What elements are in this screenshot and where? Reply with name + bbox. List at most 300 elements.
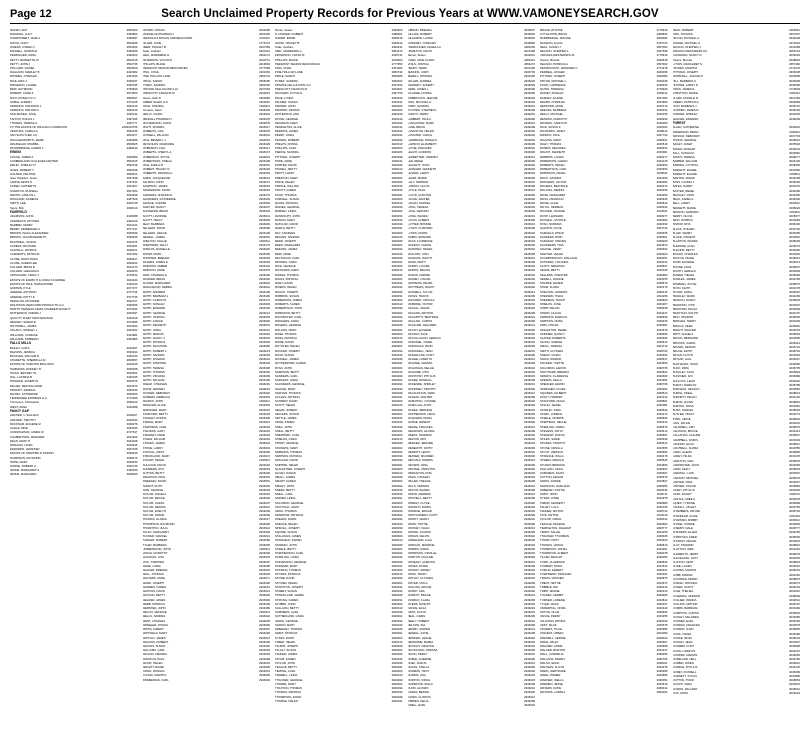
property-id: 2946302 [259,677,270,682]
claimant-name: ROBERTSON, SHELIA [142,158,172,163]
claimant-name: ANDERSON, BRIAN [672,129,699,134]
claimant-name: BARBER, KERRY [10,222,33,227]
claimant-name: POLLARD, DANIEL [10,65,35,70]
claimant-name: WARE, HOMER [540,673,561,678]
property-id: 2946294 [391,179,403,184]
claimant-name: BRANTLEY, RALPH [672,311,698,316]
property-id: 2034119 [789,513,800,518]
property-id: 2946313 [391,369,403,374]
claimant-name: SPENCER, EDWIN [540,382,565,387]
claimant-name: WIGGLESWORTH, JAMIE [10,137,44,142]
claimant-name: COUCH, VERA [672,682,693,687]
property-id: 2657482 [789,61,800,66]
claimant-name: STEWART, MARY [275,563,298,568]
claimant-name: LAWSON, ELIZABETH [407,141,437,146]
listing-column [408,28,536,734]
claimant-name: VEST, SILAS [540,622,557,627]
claimant-name: BOOTH, GERALD [672,268,696,273]
property-id: 2041307 [126,184,138,189]
property-id: 2946300 [524,217,535,222]
claimant-name: STALLINGS, JAMES [275,534,302,539]
listing-row [10,472,138,476]
property-id: 2030449 [656,605,668,610]
claimant-name: RATCLIFF, DAVID [275,222,298,227]
claimant-name: SWANSON, GARLAND [540,483,570,488]
property-id: 2592346 [126,129,138,134]
claimant-name: MACK, FLORENCE [407,238,433,243]
property-id: 2946211 [259,399,270,404]
claimant-name: SMITH, RAYMOND [142,344,167,349]
claimant-name: ROGERS, GEORGE [275,323,302,328]
property-id: 2527284 [789,95,800,100]
property-id: 2038932 [656,610,668,615]
property-id: 2030049 [656,268,668,273]
claimant-name: SOUTHARD, BRENDA [540,369,570,374]
property-id: 2946333 [391,319,403,324]
property-id: 2038777 [656,525,668,530]
property-id: 2946215 [259,386,270,391]
claimant-name: SETTLE, JAMES [275,416,297,421]
claimant-name: TAYLOR, EVELYN [142,508,166,513]
property-id: 2034144 [126,222,138,227]
claimant-name: ROSS, PATRICIA [275,335,298,340]
property-id: 2946313 [391,234,403,239]
property-id: 2030923 [656,538,668,543]
property-id: 2038299 [789,116,800,121]
claimant-name: SAWYER, NANCY [142,205,166,210]
claimant-name: ROBERSON, JAMES [275,298,303,302]
claimant-name: TAYLOR, CAROL [142,500,165,505]
claimant-name: STRATTON, JOSEPH [275,584,303,589]
claimant-name: POWELL, BETTY [275,167,298,172]
property-id: 2946294 [524,268,535,273]
property-id: 2003495 [259,28,270,32]
claimant-name: TILLER, BEULAH [540,555,563,560]
claimant-name: SMITH, BARBARA L [142,293,169,298]
claimant-name: COMBS, BARBARA [672,606,698,611]
claimant-name: WAGNER, ADDIE [540,643,563,648]
claimant-name: SLOAN, SUSAN [275,470,296,475]
claimant-name: THOMAS, GLORIA [142,517,167,522]
claimant-name: BAXTER, IRENE [672,188,694,193]
property-id: 2946313 [391,605,403,610]
property-id: 2787434 [126,180,138,185]
claimant-name: NEWSOME, MABEL [407,639,434,644]
claimant-name: SANDERS, SHANNON [142,192,172,197]
claimant-name: ROBERT, CODE F [10,91,34,96]
claimant-name: SWANSON, PAUL [142,475,166,480]
claimant-name: SIMPSON, NORA [540,319,563,324]
property-id: 2946313 [524,660,535,665]
claimant-name: SPENCE, HELEN [275,521,298,526]
claimant-name: RIGHT, SHANDA [142,125,165,130]
claimant-name: WILKINS, SUSAN [142,643,166,648]
property-id: 2946300 [524,420,535,425]
property-id: 2946320 [259,276,270,281]
property-id: 2778918 [656,53,668,58]
claimant-name: SMITH, GEORGE [142,310,166,315]
property-id: 2038234 [789,146,800,151]
property-id: 2496795 [126,82,138,87]
claimant-name: BISHOP, RITA [672,222,691,227]
property-id: 2946299 [391,643,403,648]
claimant-name: HORNE, ROBERT C [10,464,37,469]
property-id: 2946305 [259,542,270,547]
claimant-name: HILTON, RUSSELL A [672,36,700,41]
property-id: 2038134 [789,585,800,590]
claimant-name: ROBINSON, BETTY [275,310,301,315]
property-id: 2942219 [126,103,138,108]
claimant-name: BROWN, ISAAC ALEXANDER [10,231,49,236]
claimant-name: BARTON, FRANK [672,176,696,181]
claimant-name: RILEY, DAVID [275,281,293,286]
property-id: 2946311 [259,103,270,108]
property-id: 2034850 [789,361,800,366]
claimant-name: DEER, TRACEY B [142,44,166,49]
claimant-name: COBB, NORMA [672,572,693,577]
property-id: 2946299 [524,293,535,298]
property-id: 2946301 [259,395,270,400]
claimant-name: HILL, LAKISHA B [10,375,32,380]
property-id: 2030942 [126,328,138,333]
property-id: 2038480 [656,373,668,378]
claimant-name: LYONS, MARGARET S [672,61,702,66]
property-id: 2038394 [656,179,668,184]
claimant-name: SULLIVAN, CECIL [540,466,564,471]
claimant-name: MOSES, ROSIE [407,563,428,568]
claimant-name: MANN, KEITH [407,260,426,265]
claimant-name: CROWN, SHANA [142,28,165,32]
property-id: 2750829 [126,87,138,92]
property-id: 2946299 [259,601,270,606]
property-id: 2037703 [789,133,800,138]
property-id: 2946291 [524,551,535,556]
claimant-name: Reece, Seth D [142,95,161,100]
property-id: 2946299 [524,226,535,231]
claimant-name: SCHMIDT, DAVID [275,399,298,404]
property-id: 2034742 [789,226,800,231]
property-id: 2038702 [789,349,800,353]
claimant-name: CHARETTE, SHERRILLA M [10,358,46,363]
property-id: 2038223 [789,635,800,640]
claimant-name: HAMILTON, KEVIN [407,49,432,54]
property-id: 2946333 [524,238,535,243]
claimant-name: GODWIN, KYLE [10,286,31,291]
claimant-name: MCMAHON, YVONNE [407,399,436,404]
claimant-name: PIERCE, SANDRA [275,150,299,155]
property-id: 2946200 [524,91,535,96]
property-id: 2946299 [391,171,403,176]
property-id: 2946299 [391,188,403,193]
claimant-name: RAINEY, DONALD [540,91,564,96]
claimant-name: RYAN, NORMAN [540,222,562,227]
claimant-name: SHIPP, KELVIN [540,306,560,311]
property-id: 2038711 [656,492,668,497]
claimant-name: TANNER, JAMES [275,652,298,657]
property-id: 2946294 [524,403,535,408]
claimant-name: SUMMERS, DAISY [540,470,565,475]
property-id: 2946333 [391,420,403,425]
claimant-name: SPARKS, JOHN [142,399,163,404]
claimant-name: SCHAEFER, BRIAN [142,209,168,214]
claimant-name: SIMMONS, THOMAS [275,449,302,454]
property-id: 2030450 [789,167,800,172]
property-id: 2946294 [524,167,535,172]
claimant-name: MORTON, PAULINE [407,555,434,560]
claimant-name: LUTHER, BONNIE [407,222,432,227]
claimant-name: CHAPMAN, BOBBY [672,517,698,522]
claimant-name: LYONS, DORIS [407,230,428,235]
claimant-name: CARTER, NINA [672,479,693,484]
claimant-name: STANLEY, KARL [540,407,562,412]
property-id: 2038447 [789,357,800,362]
property-id: 2946291 [391,260,403,265]
property-id: 2035710 [656,103,668,108]
property-id: 2946313 [259,589,270,594]
property-id: 2946299 [391,424,403,429]
claimant-name: PRATT, LARRY [275,171,295,176]
claimant-name: WHITFIELD, MARY [142,631,168,636]
city-name: FANCY GAP [10,408,29,413]
claimant-name: Thompson, Christopher [10,400,40,405]
claimant-name: THARP, UNITY [540,538,560,543]
property-id: 2038511 [656,171,668,176]
property-id: 2946300 [391,534,403,539]
claimant-name: LITTLE, PAUL [407,188,426,193]
property-id: 2038455 [789,230,800,235]
property-id: 2038777 [789,526,800,531]
claimant-name: SABIN, JACQUELINE [142,175,171,180]
property-id: 2034096 [789,631,800,636]
property-id: 2946313 [391,268,403,273]
property-id: 2946299 [524,192,535,197]
claimant-name: NELSON, IDA [407,622,426,627]
claimant-name: CLAYTON, INEZ [672,547,694,552]
property-id: 2034129 [656,158,668,163]
claimant-name: TERRELL, LINDA [275,673,298,678]
claimant-name: SUTTON, BETTY [142,470,165,475]
claimant-name: CALLAHAN, CLAUDE [672,433,701,438]
property-id: 2038537 [789,264,800,269]
claimant-name: COLLINS, ARTHUR [672,602,698,607]
claimant-name: BOWMAN, JOYCE [672,281,697,286]
property-id: 2946300 [524,116,535,121]
claimant-name: ALLEN, CATHERINE [672,125,699,130]
property-id: 2077377 [126,286,138,291]
claimant-name: SIMMONS, AMBER [142,264,168,269]
claimant-name: PARKER, JOHN [275,103,296,108]
property-id: 2946199 [259,289,270,294]
property-id: 2946294 [524,234,535,239]
claimant-name: SMITH, STEPHEN [142,361,167,366]
property-id: 2301969 [259,70,270,75]
claimant-name: SHIELDS, DANIELLE [142,247,170,252]
claimant-name: STRICKLAND, MARY [142,454,170,459]
claimant-name: TAYLOR, DENNIS [142,504,166,509]
claimant-name: TAYLOR, BRUCE [142,496,165,501]
property-id: 2946272 [259,179,270,184]
property-id: 2030766 [789,656,800,661]
claimant-name: ROBERSON, JOYCE [142,154,170,159]
claimant-name: RICE, SUSAN K [540,125,561,130]
property-id: 2946299 [391,238,403,243]
property-id: 2592318 [126,163,138,168]
property-id: 2936038 [789,70,800,75]
property-id: 2035710 [789,103,800,108]
claimant-name: RAINES, GEORGE [275,205,300,210]
property-id: 2946318 [259,568,270,572]
claimant-name: CUNNINGHAM, JAMES M [10,430,44,435]
property-id: 2641900 [126,434,138,439]
property-id: 2035298 [126,366,138,371]
claimant-name: SANDERS, CARL [275,373,298,378]
property-id: 2038190 [789,222,800,227]
property-id: 2946302 [524,433,535,437]
property-id: 2038300 [656,163,668,167]
property-id: 2946313 [524,525,535,530]
property-id: 2946333 [524,306,535,311]
claimant-name: MAXWELL, SYLVIA [407,289,433,294]
property-id: 2946300 [391,196,403,201]
claimant-name: MOORE, JUANITA [407,530,432,535]
claimant-name: STERLING, LINDA [275,555,299,560]
property-id: 2778918 [656,28,668,32]
property-id: 2433016 [126,315,138,320]
claimant-name: SCALES, PATRICIA [275,395,301,400]
property-id: 2038209 [656,238,668,243]
claimant-name: SWEENEY, HATTIE [540,487,566,492]
property-id: 2038190 [656,222,668,227]
claimant-name: LUCAS, ALBERT [407,217,430,222]
property-id: 2072985 [126,319,138,324]
claimant-name: SAUNDERS, TINA [540,243,564,248]
property-id: 2946313 [524,593,535,598]
property-id: 2038669 [656,331,668,336]
property-id: 2946299 [524,665,535,670]
claimant-name: SKINNER, QUINCY [540,331,565,336]
property-id: 2946313 [524,424,535,429]
property-id: 2038645 [656,458,668,463]
claimant-name: LEGGETT, JOAN [407,163,430,167]
claimant-name: STEVENSON, GEORGE [275,559,307,564]
claimant-name: PRYOR, MICHAEL L [540,78,567,83]
claimant-name: RICE, BEVERLY J [142,137,166,142]
property-id: 2946292 [259,593,270,598]
property-id: 2038300 [789,163,800,168]
property-id: 2946299 [524,479,535,484]
property-id: 2946302 [524,298,535,302]
property-id: 2946333 [259,555,270,560]
property-id: 2946299 [391,694,403,699]
property-id: 2946333 [524,542,535,547]
claimant-name: STINSON, THOMAS [275,568,302,572]
claimant-name: CLINE, LAURA [672,564,692,569]
claimant-name: MCGOWAN, NELLIE [407,365,434,370]
property-id: 2946299 [524,209,535,214]
claimant-name: RIGGS, PATRICIA [275,276,299,281]
property-id: 2946294 [524,302,535,307]
claimant-name: SPAIN, THOMAS [275,508,297,513]
property-id: 2038394 [789,180,800,185]
property-id: 2946300 [391,331,403,336]
claimant-name: SNYDER, DEBORAH [142,390,170,395]
property-id: 2946300 [524,150,535,155]
property-id: 2034719 [656,344,668,349]
property-id: 2946300 [391,146,403,151]
claimant-name: KERR, JAMES L [407,87,429,92]
property-id: 2038209 [789,239,800,244]
claimant-name: SMALLWOOD, DEBRA [142,285,172,290]
property-id: 2946099 [259,217,270,222]
claimant-name: MCCLAIN, CURTIS [407,319,433,324]
claimant-name: BARRETT, ELAINE [672,171,697,176]
property-id: 2499697 [126,36,138,41]
property-id: 2946299 [391,120,403,125]
property-id: 2946313 [259,635,270,640]
claimant-name: SHEPARD, HILDA [540,293,564,298]
property-id: 2946291 [391,597,403,602]
claimant-name: REWSEY, SARAH E [10,319,36,324]
claimant-name: WOODBRIDGE, KAREN J [10,146,44,151]
property-id: 2946371 [259,576,270,581]
property-id: 2038603 [656,298,668,302]
property-id: 2946291 [391,530,403,535]
claimant-name: MCCARTHY, BEATRICE [407,314,439,319]
property-id: 2030981 [656,150,668,155]
claimant-name: PERRY, LINDA [275,133,295,138]
property-id: 2038414 [789,340,800,345]
claimant-name: PARRISH, DENNIS [275,108,300,113]
property-id: 2946291 [524,517,535,522]
claimant-name: CLEMENTS, PATRICIA [10,252,40,257]
property-id: 2946333 [259,652,270,657]
property-id: 2645945 [524,32,535,37]
property-id: 2073500 [126,91,138,96]
claimant-name: BERRY, KIMBERLEE N [10,227,40,232]
claimant-name: MYERS, DWIGHT [407,601,431,606]
property-id: 2946291 [391,327,403,332]
property-id: 2946299 [391,458,403,463]
property-id: 2030565 [789,336,800,341]
property-id: 2946313 [259,669,270,674]
property-id: 2946331 [259,163,270,167]
property-id: 2038956 [789,484,800,488]
claimant-name: MILES, STANLEY [407,475,431,480]
property-id: 2774278 [789,65,800,70]
property-id: 2946289 [259,605,270,610]
property-id: 2429164756 [121,125,138,130]
claimant-name: BARBER, WILLIAM [672,159,698,164]
property-id: 2038289 [789,669,800,674]
claimant-name: SPENCER, ALICE [142,403,166,408]
claimant-name: LONG, TERESA [407,205,429,210]
claimant-name: MONEY, AMY [10,28,28,32]
claimant-name: NEWELL, KATIE [407,631,429,636]
property-id: 2946300 [259,622,270,627]
claimant-name: SMITH, THOMAS [142,369,165,374]
claimant-name: MOTLEY, ULYSSES [407,576,434,581]
property-id: 2946218 [259,428,270,433]
property-id: 2946299 [524,546,535,551]
claimant-name: SMITH, JANICE [142,319,163,324]
claimant-name: PITTMAN, JOSEPH [672,70,698,75]
claimant-name: SINCLAIR, DAVID [275,458,298,463]
property-id: 2946313 [524,103,535,108]
claimant-name: SPEARS, DAVID [275,517,297,522]
listing-columns [10,28,800,734]
claimant-name: WELCH, GEORGE [142,610,167,615]
property-id: 2946294 [391,686,403,691]
